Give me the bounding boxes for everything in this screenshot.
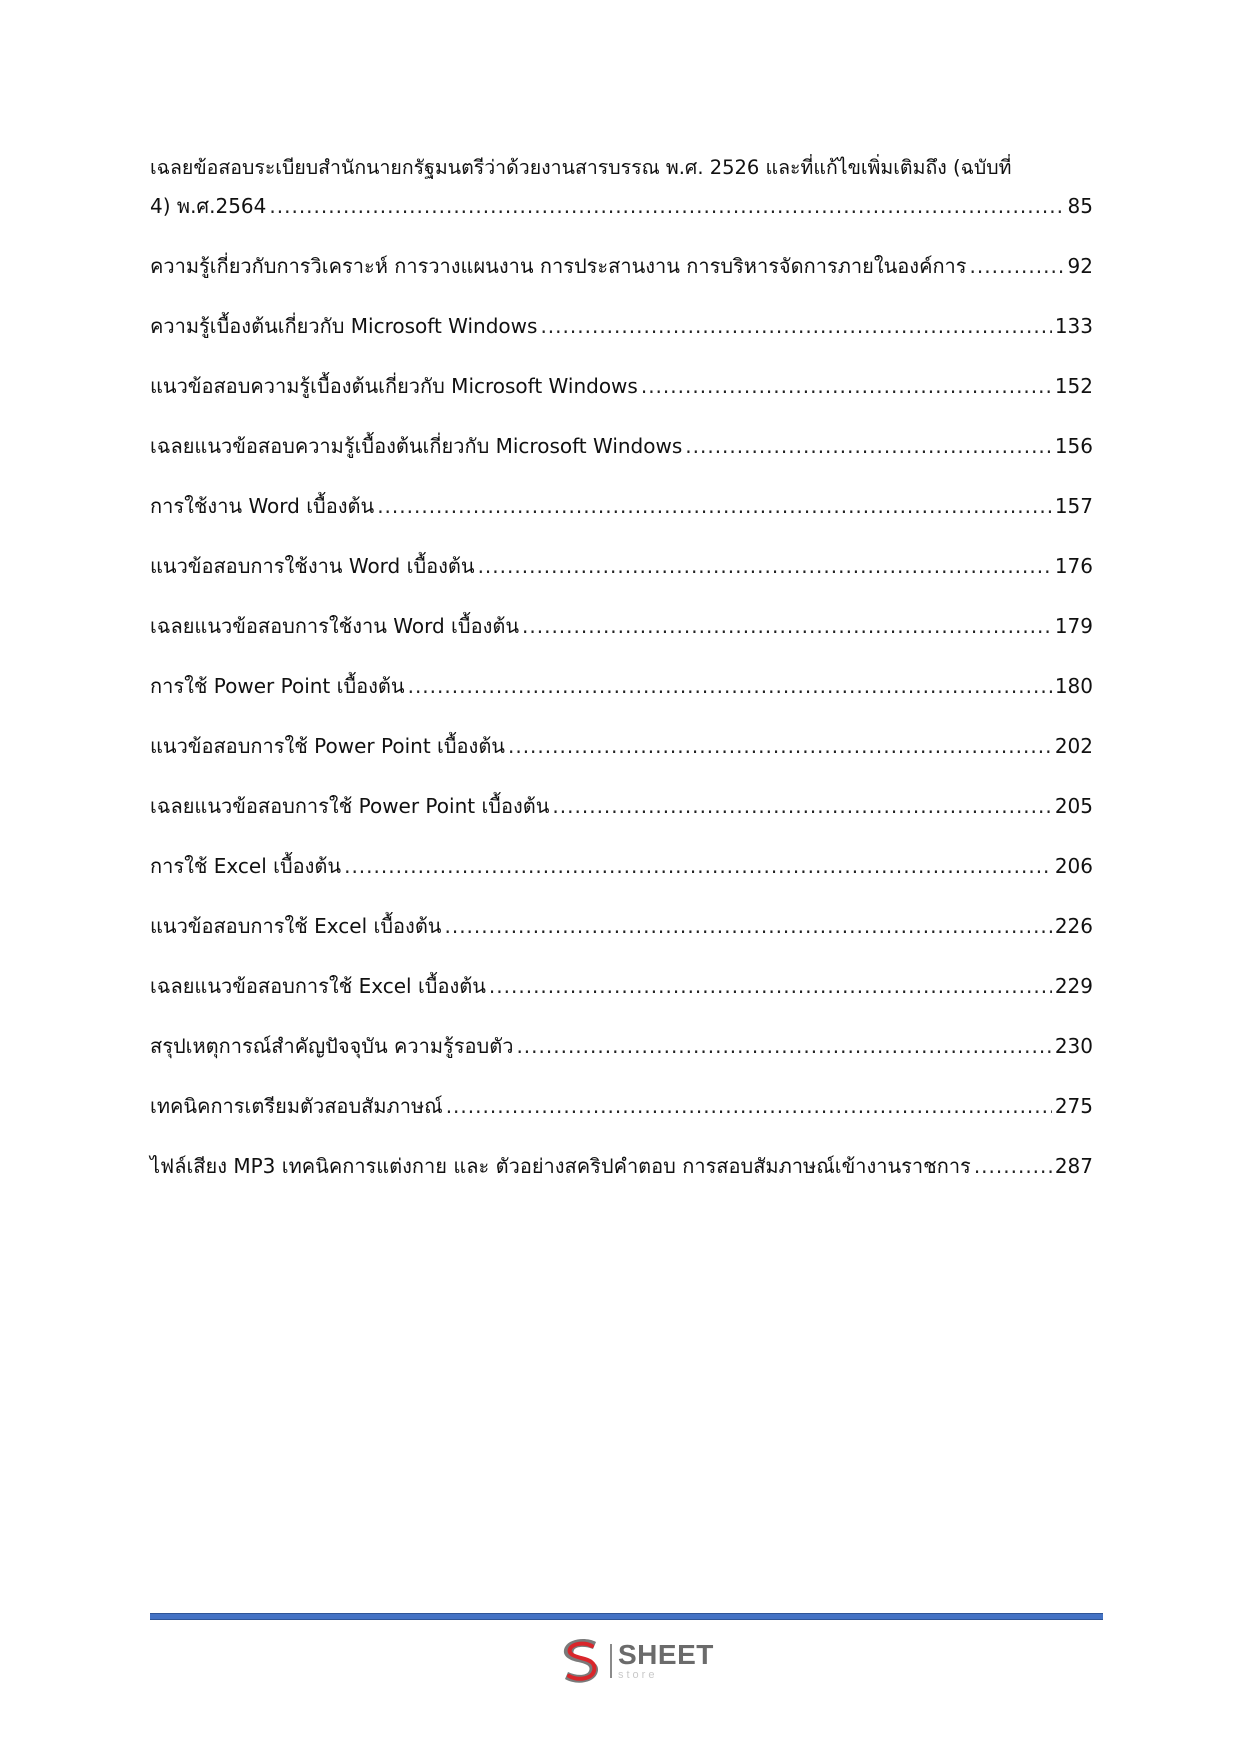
table-of-contents	[150, 148, 1093, 1207]
toc-entry[interactable]	[150, 907, 1093, 946]
toc-entry-title: ความรู้เกี่ยวกับการวิเคราะห์ การวางแผนงาน การประสานงาน การบริหารจัดการภายในองค์การ	[150, 254, 967, 278]
toc-entry[interactable]	[150, 727, 1093, 766]
logo-name: SHEET	[618, 1639, 714, 1670]
toc-entry[interactable]	[150, 547, 1093, 586]
toc-entry[interactable]	[150, 787, 1093, 826]
toc-entry[interactable]	[150, 148, 1093, 226]
toc-entry-title: เฉลยแนวข้อสอบการใช้งาน Word เบื้องต้น	[150, 614, 520, 638]
toc-entry-page: 206	[1054, 854, 1093, 878]
toc-entry-page: 202	[1054, 734, 1093, 758]
dot-leader	[552, 787, 1051, 826]
dot-leader	[641, 367, 1052, 406]
dot-leader	[408, 667, 1052, 706]
toc-entry-page: 152	[1054, 374, 1093, 398]
toc-entry-title: การใช้ Power Point เบื้องต้น	[150, 674, 405, 698]
sheet-store-s-icon	[556, 1635, 606, 1687]
toc-entry[interactable]	[150, 487, 1093, 526]
dot-leader	[974, 1147, 1052, 1186]
toc-entry[interactable]	[150, 247, 1093, 286]
toc-entry-page: 230	[1054, 1034, 1093, 1058]
toc-entry-title: ความรู้เบื้องต้นเกี่ยวกับ Microsoft Windows	[150, 314, 538, 338]
dot-leader	[522, 607, 1052, 646]
toc-entry-page: 180	[1054, 674, 1093, 698]
toc-entry-title-continued: 4) พ.ศ.2564	[150, 194, 267, 218]
toc-entry-title: เฉลยแนวข้อสอบการใช้ Power Point เบื้องต้น	[150, 794, 550, 818]
toc-entry-page: 156	[1054, 434, 1093, 458]
dot-leader	[489, 967, 1052, 1006]
toc-entry[interactable]	[150, 967, 1093, 1006]
toc-entry-title: แนวข้อสอบการใช้ Excel เบื้องต้น	[150, 914, 442, 938]
toc-entry-title: เฉลยแนวข้อสอบการใช้ Excel เบื้องต้น	[150, 974, 486, 998]
toc-entry-page: 92	[1067, 254, 1093, 278]
toc-entry-title: ไฟล์เสียง MP3 เทคนิคการแต่งกาย และ ตัวอย่างสคริปคำตอบ การสอบสัมภาษณ์เข้างานราชการ	[150, 1154, 971, 1178]
toc-entry-page: 229	[1054, 974, 1093, 998]
toc-entry-title: แนวข้อสอบการใช้งาน Word เบื้องต้น	[150, 554, 475, 578]
dot-leader	[516, 1027, 1051, 1066]
toc-entry-title: แนวข้อสอบการใช้ Power Point เบื้องต้น	[150, 734, 505, 758]
toc-entry[interactable]	[150, 367, 1093, 406]
toc-entry-page: 133	[1054, 314, 1093, 338]
toc-entry-title: เทคนิคการเตรียมตัวสอบสัมภาษณ์	[150, 1094, 443, 1118]
dot-leader	[478, 547, 1052, 586]
toc-entry-page: 179	[1054, 614, 1093, 638]
toc-entry[interactable]	[150, 607, 1093, 646]
toc-entry-title: การใช้ Excel เบื้องต้น	[150, 854, 342, 878]
dot-leader	[269, 187, 1064, 226]
toc-entry[interactable]	[150, 847, 1093, 886]
toc-entry-page: 157	[1054, 494, 1093, 518]
toc-entry-page: 287	[1054, 1154, 1093, 1178]
logo-subtitle: store	[618, 1669, 658, 1681]
toc-entry[interactable]	[150, 667, 1093, 706]
dot-leader	[446, 1087, 1052, 1126]
toc-entry-page: 205	[1054, 794, 1093, 818]
toc-entry-page: 226	[1054, 914, 1093, 938]
toc-entry-page: 275	[1054, 1094, 1093, 1118]
toc-entry[interactable]	[150, 1027, 1093, 1066]
dot-leader	[444, 907, 1051, 946]
dot-leader	[685, 427, 1052, 466]
toc-entry[interactable]	[150, 1147, 1093, 1186]
toc-entry-title: เฉลยข้อสอบระเบียบสำนักนายกรัฐมนตรีว่าด้วยงานสารบรรณ พ.ศ. 2526 และที่แก้ไขเพิ่มเติมถึง (ฉบับที่	[150, 156, 1012, 179]
dot-leader	[540, 307, 1051, 346]
dot-leader	[970, 247, 1065, 286]
sheet-store-logo	[556, 1635, 714, 1687]
dot-leader	[344, 847, 1052, 886]
toc-entry[interactable]	[150, 1087, 1093, 1126]
toc-entry-page: 85	[1067, 194, 1093, 218]
toc-entry-title: แนวข้อสอบความรู้เบื้องต้นเกี่ยวกับ Microsoft Windows	[150, 374, 638, 398]
toc-entry-page: 176	[1054, 554, 1093, 578]
toc-entry-title: เฉลยแนวข้อสอบความรู้เบื้องต้นเกี่ยวกับ Microsoft Windows	[150, 434, 683, 458]
toc-entry-title: การใช้งาน Word เบื้องต้น	[150, 494, 375, 518]
toc-entry[interactable]	[150, 427, 1093, 466]
toc-entry[interactable]	[150, 307, 1093, 346]
footer-rule	[150, 1613, 1103, 1620]
dot-leader	[377, 487, 1052, 526]
logo-separator	[610, 1644, 612, 1678]
toc-entry-title: สรุปเหตุการณ์สำคัญปัจจุบัน ความรู้รอบตัว	[150, 1034, 514, 1058]
dot-leader	[508, 727, 1052, 766]
